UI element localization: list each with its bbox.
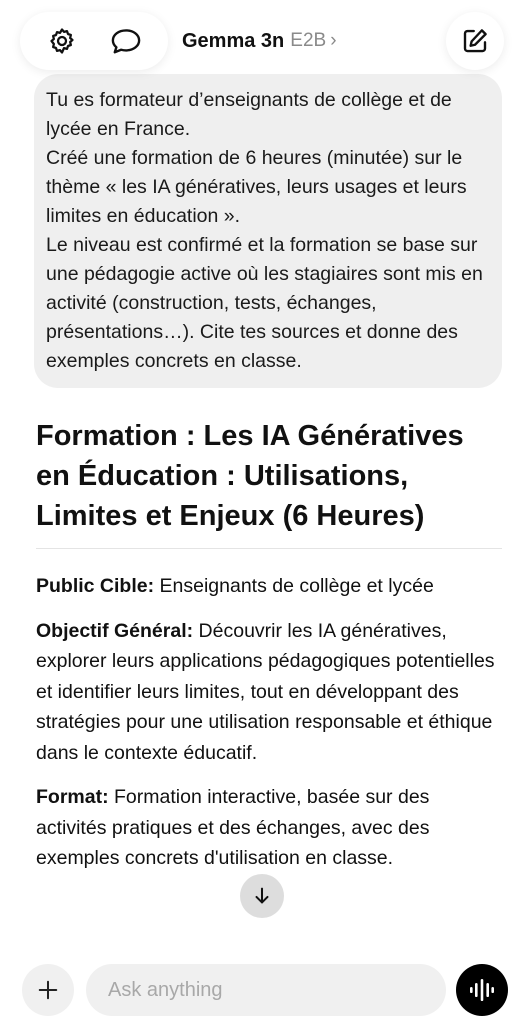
public-text: Enseignants de collège et lycée — [154, 575, 434, 597]
arrow-down-icon — [251, 885, 273, 907]
gear-icon — [47, 26, 77, 56]
compose-icon — [460, 26, 490, 56]
composer — [0, 944, 524, 1024]
chat-bubble-icon — [109, 26, 143, 56]
public-paragraph — [36, 571, 502, 602]
answer-title: Formation : Les IA Génératives en Éducation : Utilisations, Limites et Enjeux (6 Heures) — [36, 416, 502, 549]
scroll-to-bottom-button[interactable] — [240, 874, 284, 918]
plus-icon — [37, 979, 59, 1001]
assistant-message — [0, 388, 524, 874]
chevron-right-icon: › — [330, 30, 337, 51]
chats-button[interactable] — [106, 21, 146, 61]
format-text: Formation interactive, basée sur des activités pratiques et des échanges, avec des exemples concrets d'utilisation en classe. — [36, 786, 430, 869]
user-message: Tu es formateur d’enseignants de collège et de lycée en France. Créé une formation de 6 heures (minutée) sur le thème « les IA génératives, leurs usages et leurs limites en éducation ». Le niveau est confirmé et la formation se base sur une pédagogie active où les stagiaires sont mis en activité (construction, tests, échanges, présentations…). Cite tes sources et donne des exemples concrets en classe. — [34, 74, 502, 388]
attach-button[interactable] — [22, 964, 74, 1016]
chat-thread[interactable] — [0, 72, 524, 944]
format-label: Format: — [36, 786, 109, 808]
top-bar — [20, 12, 504, 70]
format-paragraph — [36, 782, 502, 874]
model-variant: E2B — [290, 30, 327, 51]
settings-button[interactable] — [42, 21, 82, 61]
voice-mode-button[interactable] — [456, 964, 508, 1016]
model-selector[interactable] — [182, 12, 337, 70]
message-input[interactable] — [86, 964, 446, 1016]
objective-text: Découvrir les IA génératives, explorer leurs applications pédagogiques potentielles et identifier leurs limites, tout en développant des stratégies pour une utilisation responsable et éthique dans le contexte éducatif. — [36, 619, 495, 764]
model-name: Gemma 3n — [182, 29, 285, 52]
new-chat-button[interactable] — [446, 12, 504, 70]
voice-wave-icon — [468, 977, 496, 1003]
objective-label: Objectif Général: — [36, 619, 194, 642]
top-left-pill — [20, 12, 168, 70]
objective-paragraph — [36, 616, 502, 769]
public-label: Public Cible: — [36, 575, 155, 597]
